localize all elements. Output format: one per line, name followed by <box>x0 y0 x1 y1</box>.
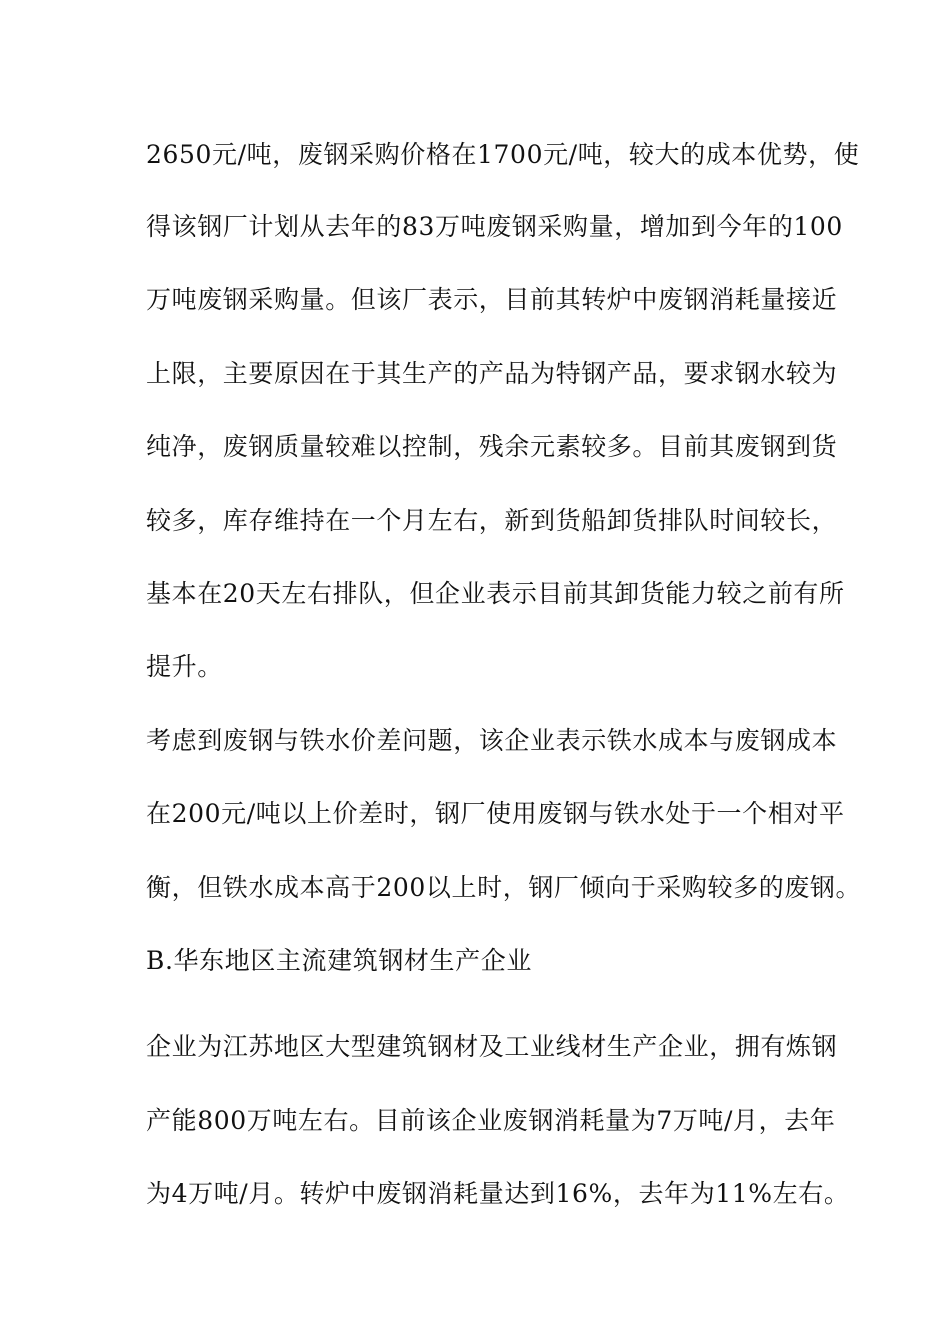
text-line: 为4万吨/月。转炉中废钢消耗量达到16%，去年为11%左右。 <box>146 1179 850 1208</box>
section-heading: B.华东地区主流建筑钢材生产企业 <box>146 946 532 975</box>
text-line: 万吨废钢采购量。但该厂表示，目前其转炉中废钢消耗量接近 <box>146 285 838 314</box>
text-line: 考虑到废钢与铁水价差问题，该企业表示铁水成本与废钢成本 <box>146 726 838 755</box>
text-line: 得该钢厂计划从去年的83万吨废钢采购量，增加到今年的100 <box>146 212 843 241</box>
text-line: 产能800万吨左右。目前该企业废钢消耗量为7万吨/月，去年 <box>146 1106 836 1135</box>
text-line: 2650元/吨，废钢采购价格在1700元/吨，较大的成本优势，使 <box>146 140 860 169</box>
text-line: 企业为江苏地区大型建筑钢材及工业线材生产企业，拥有炼钢 <box>146 1032 838 1061</box>
text-line: 衡，但铁水成本高于200以上时，钢厂倾向于采购较多的废钢。 <box>146 873 862 902</box>
text-line: 在200元/吨以上价差时，钢厂使用废钢与铁水处于一个相对平 <box>146 799 845 828</box>
text-line: 基本在20天左右排队，但企业表示目前其卸货能力较之前有所 <box>146 579 845 608</box>
text-line: 上限，主要原因在于其生产的产品为特钢产品，要求钢水较为 <box>146 359 838 388</box>
text-line: 纯净，废钢质量较难以控制，残余元素较多。目前其废钢到货 <box>146 432 838 461</box>
text-line: 较多，库存维持在一个月左右，新到货船卸货排队时间较长， <box>146 506 838 535</box>
text-line: 提升。 <box>146 652 223 681</box>
